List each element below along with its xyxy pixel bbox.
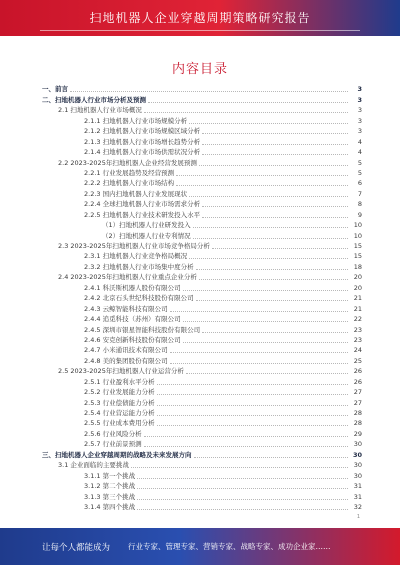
toc-entry[interactable]	[42, 147, 362, 157]
toc-entry-label: 2.5 2023-2025年扫地机器人行业运营分析	[58, 367, 184, 376]
toc-entry-label: 2.1.1 扫地机器人行业市场规模分析	[84, 116, 188, 125]
footer-tagline: 行业专家、管理专家、营销专家、战略专家、成功企业家……	[128, 542, 331, 551]
toc-entry-page: 3	[357, 95, 362, 104]
toc-entry-label: 2.5.2 行业发展能力分析	[84, 388, 155, 397]
toc-leader-dots	[202, 154, 348, 155]
toc-leader-dots	[137, 509, 348, 510]
toc-leader-dots	[157, 415, 348, 416]
toc-entry-page: 28	[353, 419, 362, 428]
toc-entry[interactable]	[42, 157, 362, 167]
toc-entry-label: 2.4.8 美的集团股份有限公司	[84, 356, 168, 365]
toc-leader-dots	[199, 165, 348, 166]
toc-entry-page: 30	[353, 461, 362, 470]
toc-entry-label: 2.2 2023-2025年扫地机器人企业经营发展预测	[58, 158, 197, 167]
toc-entry-label: 2.4 2023-2025年扫地机器人行业重点企业分析	[58, 273, 197, 282]
toc-leader-dots	[183, 342, 348, 343]
toc-entry[interactable]	[42, 324, 362, 334]
toc-entry[interactable]	[42, 282, 362, 292]
toc-entry-page: 26	[353, 377, 362, 386]
toc-entry[interactable]	[42, 366, 362, 376]
toc-leader-dots	[148, 102, 348, 103]
toc-leader-dots	[176, 185, 348, 186]
toc-entry-label: 2.1 扫地机器人行业市场概况	[58, 106, 142, 115]
toc-entry[interactable]	[42, 220, 362, 230]
toc-entry-page: 3	[357, 85, 362, 94]
toc-entry[interactable]	[42, 397, 362, 407]
toc-entry-page: 6	[357, 179, 362, 188]
toc-leader-dots	[189, 196, 348, 197]
toc-entry[interactable]	[42, 126, 362, 136]
toc-leader-dots	[196, 300, 348, 301]
toc-entry[interactable]	[42, 355, 362, 365]
toc-leader-dots	[137, 499, 348, 500]
toc-entry[interactable]	[42, 94, 362, 104]
toc-entry-page: 7	[357, 189, 362, 198]
toc-entry-label: 2.2.4 全球扫地机器人行业市场需求分析	[84, 200, 201, 209]
toc-entry[interactable]	[42, 136, 362, 146]
toc-leader-dots	[183, 290, 348, 291]
toc-leader-dots	[144, 112, 348, 113]
toc-entry[interactable]	[42, 251, 362, 261]
toc-entry-label: 一、前言	[42, 85, 68, 94]
toc-entry-page: 23	[353, 335, 362, 344]
toc-entry[interactable]	[42, 178, 362, 188]
toc-entry-page: 5	[357, 168, 362, 177]
toc-entry-page: 4	[357, 137, 362, 146]
toc-entry[interactable]	[42, 449, 362, 459]
toc-entry-label: 2.5.6 行业风险分析	[84, 429, 142, 438]
toc-entry-page: 30	[353, 471, 362, 480]
toc-entry-page: 5	[357, 158, 362, 167]
toc-heading: 内容目录	[171, 62, 228, 77]
toc-entry-label: 3.1.4 第四个挑战	[84, 502, 136, 511]
toc-leader-dots	[186, 373, 348, 374]
toc-entry-page: 24	[353, 346, 362, 355]
toc-entry-page: 27	[353, 388, 362, 397]
toc-entry[interactable]	[42, 418, 362, 428]
toc-entry-label: 2.1.3 扫地机器人行业市场增长趋势分析	[84, 137, 201, 146]
toc-entry-page: 30	[352, 450, 362, 459]
toc-entry[interactable]	[42, 241, 362, 251]
toc-entry-label: 2.5.1 行业盈利水平分析	[84, 377, 155, 386]
toc-leader-dots	[193, 227, 348, 228]
toc-entry[interactable]	[42, 470, 362, 480]
toc-leader-dots	[70, 91, 348, 92]
toc-entry-page: 29	[353, 429, 362, 438]
toc-entry-label: 3.1.3 第三个挑战	[84, 492, 136, 501]
toc-entry-page: 9	[357, 210, 362, 219]
toc-entry-label: （1）扫地机器人行业研发投入	[102, 221, 191, 230]
toc-leader-dots	[170, 352, 348, 353]
toc-leader-dots	[157, 384, 348, 385]
toc-entry[interactable]	[42, 376, 362, 386]
toc-entry-label: 2.1.2 扫地机器人行业市场规模区域分析	[84, 127, 201, 136]
toc-entry[interactable]	[42, 168, 362, 178]
toc-leader-dots	[196, 269, 348, 270]
toc-entry-label: （2）扫地机器人行业专利情况	[102, 231, 191, 240]
toc-leader-dots	[202, 206, 348, 207]
toc-leader-dots	[202, 133, 348, 134]
toc-entry[interactable]	[42, 261, 362, 271]
toc-entry-label: 2.5.5 行业成本费用分析	[84, 419, 155, 428]
toc-leader-dots	[170, 363, 348, 364]
toc-leader-dots	[157, 405, 348, 406]
toc-entry-page: 30	[353, 440, 362, 449]
toc-entry-label: 2.5.7 行业前景预测	[84, 440, 142, 449]
toc-entry-page: 4	[357, 148, 362, 157]
toc-entry-label: 二、扫地机器人行业市场分析及预测	[42, 95, 146, 104]
toc-entry-label: 3.1.1 第一个挑战	[84, 471, 136, 480]
toc-entry-page: 27	[353, 398, 362, 407]
toc-entry-page: 3	[357, 127, 362, 136]
toc-entry[interactable]	[42, 105, 362, 115]
toc-leader-dots	[202, 332, 348, 333]
toc-entry-label: 2.2.1 行业发展趋势及经营预测	[84, 168, 175, 177]
toc-entry-page: 20	[353, 273, 362, 282]
toc-entry-page: 25	[353, 356, 362, 365]
toc-entry-label: 2.4.6 安克创新科技股份有限公司	[84, 335, 181, 344]
toc-entry-page: 3	[357, 116, 362, 125]
toc-entry-label: 2.4.5 深圳市银星智能科技股份有限公司	[84, 325, 201, 334]
toc-entry-label: 2.2.5 扫地机器人行业技术研发投入水平	[84, 210, 201, 219]
toc-entry[interactable]	[42, 188, 362, 198]
toc-entry-page: 10	[353, 231, 362, 240]
toc-leader-dots	[176, 175, 348, 176]
toc-entry-page: 23	[353, 325, 362, 334]
toc-entry-label: 3.1 企业面临的主要挑战	[58, 461, 129, 470]
toc-entry-label: 2.4.7 小米通讯技术有限公司	[84, 346, 168, 355]
table-of-contents	[42, 84, 362, 512]
toc-leader-dots	[144, 436, 348, 437]
toc-entry[interactable]	[42, 439, 362, 449]
page-number: 1	[356, 514, 360, 520]
toc-entry-label: 2.5.4 行业营运能力分析	[84, 409, 155, 417]
toc-entry-page: 8	[357, 200, 362, 209]
toc-leader-dots	[189, 258, 348, 259]
toc-leader-dots	[193, 238, 348, 239]
toc-entry-page: 21	[353, 304, 362, 313]
toc-entry[interactable]	[42, 428, 362, 438]
toc-entry[interactable]	[42, 408, 362, 418]
toc-entry[interactable]	[42, 481, 362, 491]
toc-leader-dots	[157, 425, 348, 426]
toc-entry[interactable]	[42, 387, 362, 397]
toc-leader-dots	[183, 321, 348, 322]
toc-leader-dots	[202, 217, 348, 218]
toc-entry[interactable]	[42, 115, 362, 125]
toc-leader-dots	[144, 446, 348, 447]
header-divider	[40, 30, 360, 31]
toc-leader-dots	[202, 144, 348, 145]
toc-entry[interactable]	[42, 199, 362, 209]
toc-entry-label: 2.1.4 扫地机器人行业市场供需状况分析	[84, 148, 201, 157]
footer-slogan: 让每个人都能成为	[42, 543, 111, 553]
toc-entry-label: 三、扫地机器人企业穿越周期的战略及未来发展方向	[42, 450, 192, 459]
toc-entry[interactable]	[42, 209, 362, 219]
toc-entry[interactable]	[42, 502, 362, 512]
toc-leader-dots	[194, 457, 349, 458]
toc-entry[interactable]	[42, 314, 362, 324]
toc-entry-page: 31	[353, 492, 362, 501]
toc-entry-page: 10	[353, 221, 362, 230]
toc-entry-page: 22	[353, 315, 362, 324]
toc-leader-dots	[131, 467, 348, 468]
document-title: 扫地机器人企业穿越周期策略研究报告	[89, 11, 311, 25]
toc-entry[interactable]	[42, 335, 362, 345]
toc-leader-dots	[189, 123, 348, 124]
toc-entry-label: 2.3 2023-2025年扫地机器人行业市场竞争格局分析	[58, 242, 210, 250]
toc-entry-label: 2.5.3 行业偿债能力分析	[84, 398, 155, 407]
toc-leader-dots	[170, 311, 348, 312]
toc-entry-page: 18	[353, 262, 362, 271]
toc-entry-label: 2.4.3 云鲸智能科技有限公司	[84, 304, 168, 313]
toc-entry[interactable]	[42, 230, 362, 240]
toc-entry[interactable]	[42, 84, 362, 94]
toc-entry-label: 2.4.2 北京石头世纪科技股份有限公司	[84, 294, 194, 303]
toc-entry-page: 3	[357, 106, 362, 115]
toc-entry-label: 2.3.2 扫地机器人行业市场集中度分析	[84, 262, 194, 271]
toc-entry-label: 2.4.4 追觅科技（苏州）有限公司	[84, 315, 181, 324]
toc-entry[interactable]	[42, 491, 362, 501]
toc-entry[interactable]	[42, 460, 362, 470]
toc-entry[interactable]	[42, 345, 362, 355]
toc-entry-label: 2.3.1 扫地机器人行业竞争格局概况	[84, 252, 188, 261]
toc-entry[interactable]	[42, 303, 362, 313]
toc-leader-dots	[212, 248, 348, 249]
toc-entry-page: 15	[353, 252, 362, 261]
toc-entry-page: 32	[353, 502, 362, 511]
toc-entry[interactable]	[42, 293, 362, 303]
toc-entry-page: 20	[353, 283, 362, 292]
toc-leader-dots	[137, 488, 348, 489]
toc-entry-page: 15	[353, 242, 362, 250]
toc-entry-label: 2.4.1 科沃斯机器人股份有限公司	[84, 283, 181, 292]
toc-entry[interactable]	[42, 272, 362, 282]
toc-leader-dots	[137, 478, 348, 479]
toc-entry-page: 28	[353, 409, 362, 417]
toc-entry-label: 3.1.2 第二个挑战	[84, 482, 136, 491]
toc-leader-dots	[199, 279, 348, 280]
toc-leader-dots	[157, 394, 348, 395]
toc-entry-label: 2.2.3 国内扫地机器人行业发展现状	[84, 189, 188, 198]
toc-entry-page: 21	[353, 294, 362, 303]
toc-entry-page: 31	[353, 482, 362, 491]
toc-entry-page: 26	[353, 367, 362, 376]
toc-entry-label: 2.2.2 扫地机器人行业市场结构	[84, 179, 175, 188]
